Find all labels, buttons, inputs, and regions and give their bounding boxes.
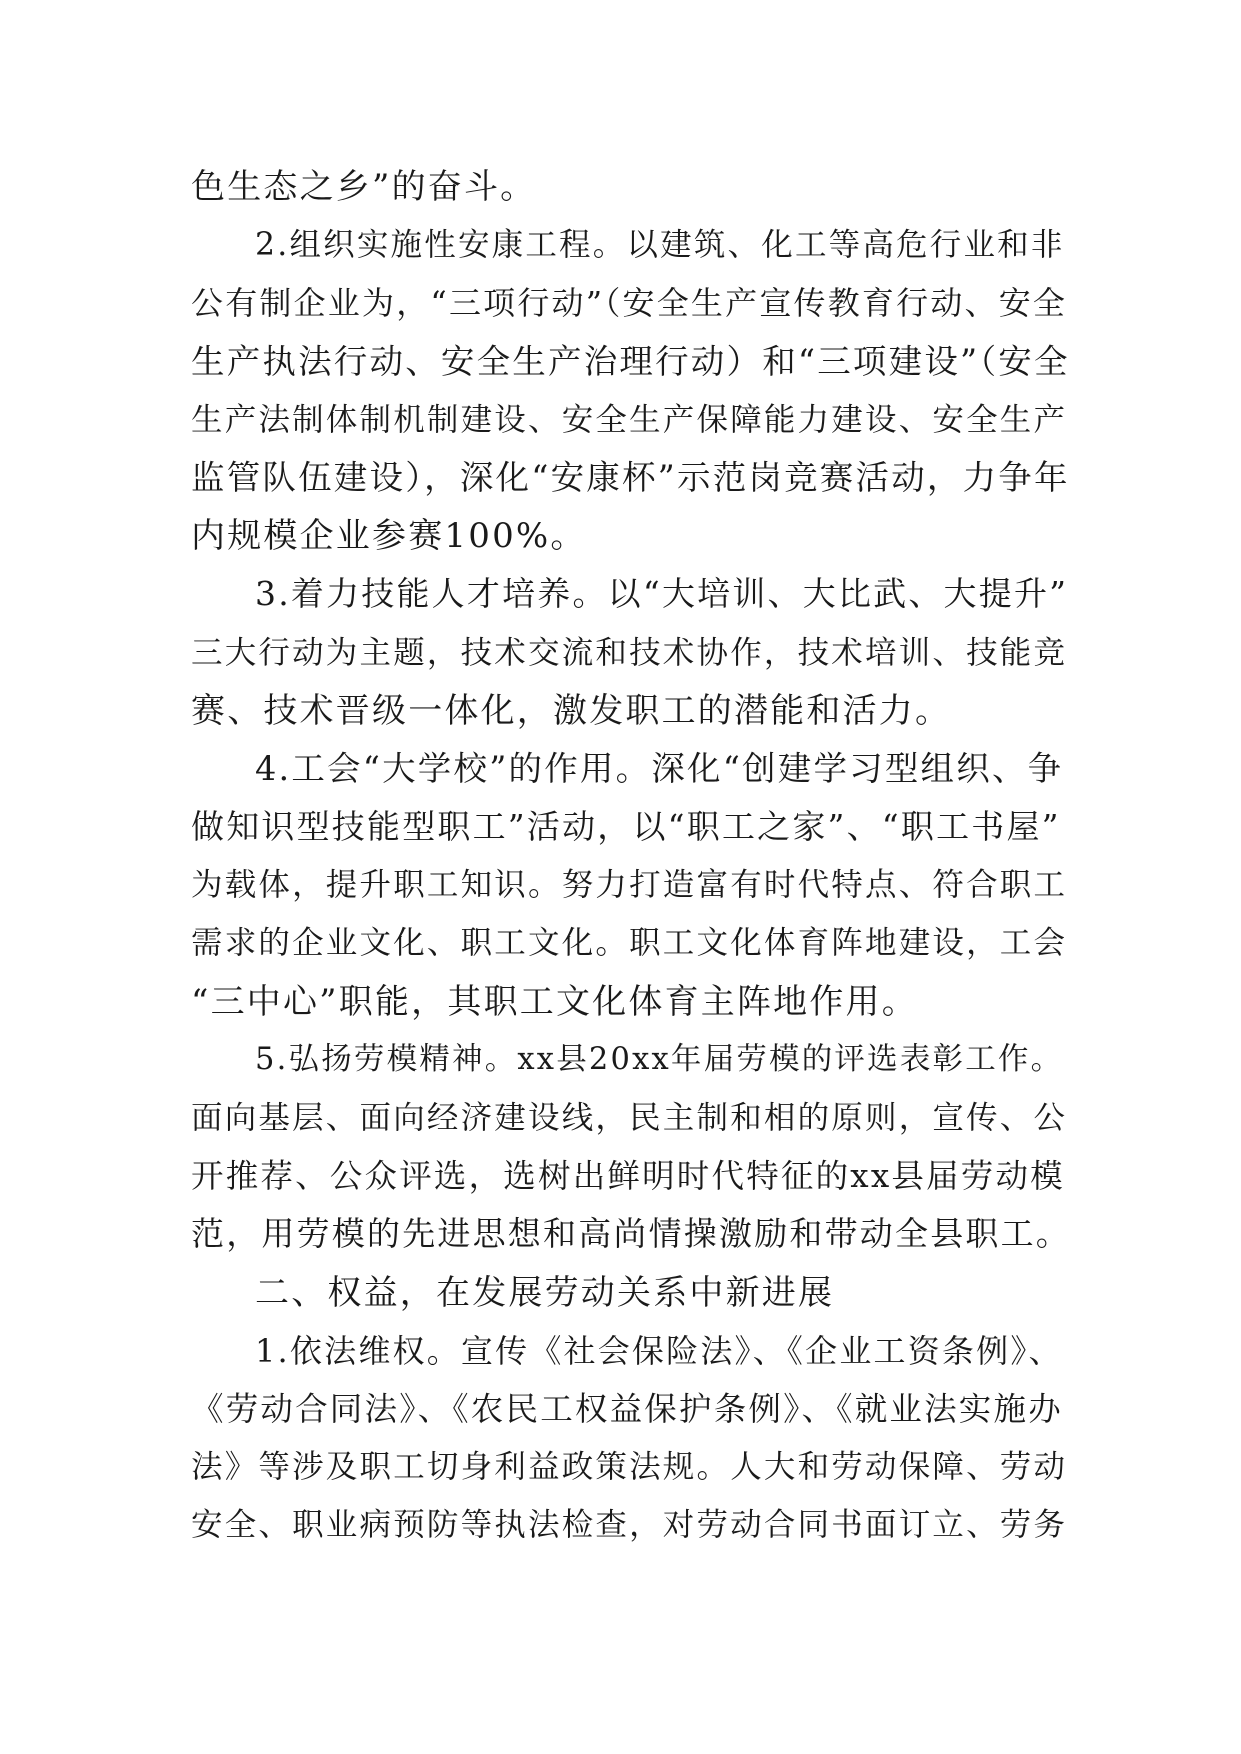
text-line: “三中心”职能，其职工文化体育主阵地作用。 — [191, 981, 918, 1022]
text-line: 《劳动合同法》、《农民工权益保护条例》、《就业法实施办 — [191, 1389, 1063, 1428]
text-line: 赛、技术晋级一体化，激发职工的潜能和活力。 — [191, 690, 952, 731]
text-line: 内规模企业参赛100%。 — [191, 516, 587, 557]
text-line: 生产执法行动、安全生产治理行动）和“三项建设”（安全 — [191, 341, 1070, 381]
text-line: 做知识型技能型职工”活动，以“职工之家”、“职工书屋” — [191, 807, 1061, 847]
document-body — [191, 158, 1071, 1555]
text-line: 面向基层、面向经济建设线，民主制和相的原则，宣传、公 — [191, 1100, 1068, 1136]
text-line: 色生态之乡”的奋斗。 — [191, 167, 537, 207]
paragraph-2-line: 2.组织实施性安康工程。以建筑、化工等高危行业和非 — [255, 227, 1065, 264]
text-line: 法》等涉及职工切身利益政策法规。人大和劳动保障、劳动 — [191, 1449, 1068, 1486]
paragraph-6-line: 1.依法维权。宣传《社会保险法》、《企业工资条例》、 — [255, 1331, 1063, 1370]
paragraph-4-line: 4.工会“大学校”的作用。深化“创建学习型组织、争 — [255, 748, 1064, 788]
text-line: 为载体，提升职工知识。努力打造富有时代特点、符合职工 — [191, 867, 1068, 904]
text-line: 范，用劳模的先进思想和高尚情操激励和带动全县职工。 — [191, 1214, 1071, 1254]
text-line: 公有制企业为，“三项行动”（安全生产宣传教育行动、安全 — [191, 284, 1068, 323]
text-line: 监管队伍建设），深化“安康杯”示范岗竞赛活动，力争年 — [191, 457, 1070, 497]
text-line: 三大行动为主题，技术交流和技术协作，技术培训、技能竞 — [191, 634, 1068, 671]
section-heading: 二、权益，在发展劳动关系中新进展 — [255, 1272, 835, 1313]
text-line: 安全、职业病预防等执法检查，对劳动合同书面订立、劳务 — [191, 1507, 1068, 1544]
paragraph-3-line: 3.着力技能人才培养。以“大培训、大比武、大提升” — [255, 574, 1069, 614]
text-line: 需求的企业文化、职工文化。职工文化体育阵地建设，工会 — [191, 925, 1068, 962]
paragraph-5-line: 5.弘扬劳模精神。xx县20xx年届劳模的评选表彰工作。 — [255, 1041, 1064, 1077]
text-line: 生产法制体制机制建设、安全生产保障能力建设、安全生产 — [191, 401, 1068, 438]
text-line: 开推荐、公众评选，选树出鲜明时代特征的xx县届劳动模 — [191, 1157, 1065, 1196]
